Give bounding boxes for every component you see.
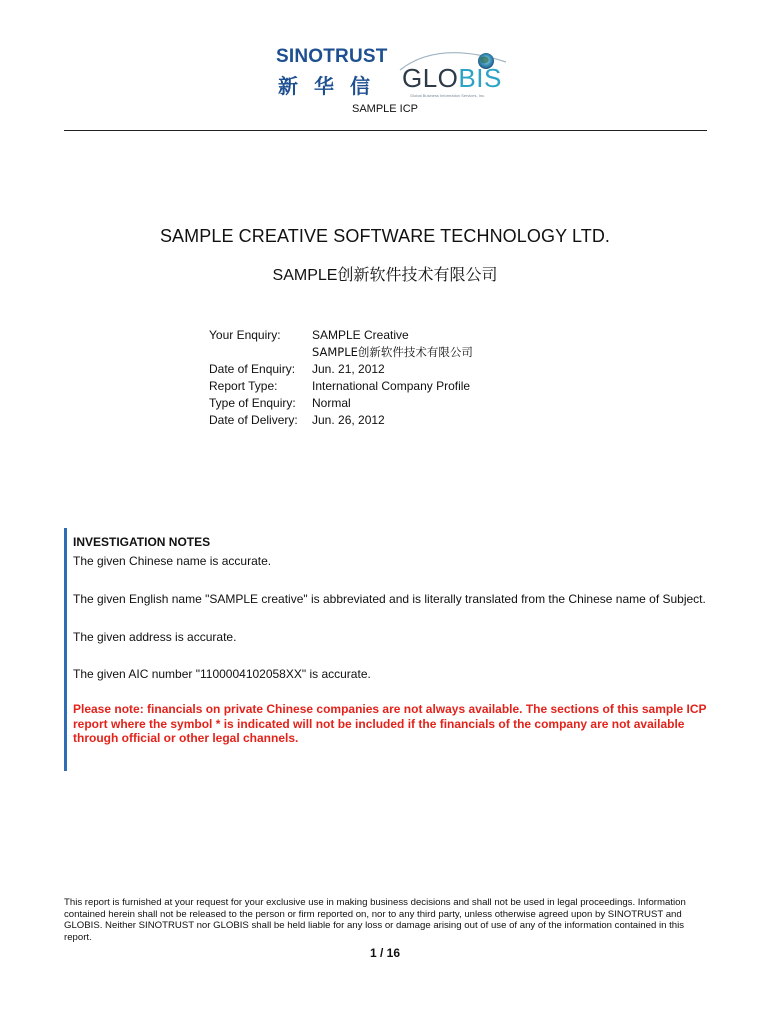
note-paragraph: The given address is accurate. [73, 630, 237, 644]
globis-wordmark: GLOBIS [402, 63, 502, 93]
sinotrust-chinese-name: 新华信 [278, 74, 386, 98]
your-enquiry-label: Your Enquiry: [209, 328, 281, 342]
company-name-english: SAMPLE CREATIVE SOFTWARE TECHNOLOGY LTD. [159, 226, 611, 246]
your-enquiry-value-chinese: SAMPLE创新软件技术有限公司 [312, 345, 473, 359]
date-of-enquiry-value: Jun. 21, 2012 [312, 362, 385, 376]
financials-warning: Please note: financials on private Chinese companies are not always available. The sections of this sample ICP report where the symbol * is indicated will not be included if the financials of the company are not available through official or other legal channels. [73, 702, 707, 745]
enquiry-row [209, 412, 473, 429]
report-label: SAMPLE ICP [351, 103, 419, 115]
type-of-enquiry-value: Normal [312, 396, 351, 410]
sinotrust-name: SINOTRUST [276, 46, 388, 67]
date-of-delivery-label: Date of Delivery: [209, 413, 298, 427]
globis-tagline: Global Business Information Services, Inc. [410, 93, 486, 98]
header-logos [276, 44, 512, 102]
header-divider [64, 130, 707, 131]
globis-logo [398, 44, 512, 102]
note-paragraph: The given English name "SAMPLE creative" is abbreviated and is literally translated from the Chinese name of Subject. [73, 592, 706, 606]
enquiry-details [209, 327, 473, 429]
enquiry-row [209, 344, 473, 361]
your-enquiry-value: SAMPLE Creative [312, 328, 409, 342]
report-type-label: Report Type: [209, 379, 278, 393]
sinotrust-logo [276, 47, 392, 99]
investigation-notes [64, 528, 707, 771]
enquiry-row [209, 327, 473, 344]
enquiry-row [209, 395, 473, 412]
report-type-value: International Company Profile [312, 379, 471, 393]
notes-heading: INVESTIGATION NOTES [73, 535, 211, 549]
note-paragraph: The given Chinese name is accurate. [73, 554, 272, 568]
page-number: 1 / 16 [369, 946, 401, 960]
notes-accent-bar [64, 528, 67, 771]
enquiry-row [209, 361, 473, 378]
note-paragraph: The given AIC number "1100004102058XX" is accurate. [73, 667, 371, 681]
date-of-enquiry-label: Date of Enquiry: [209, 362, 296, 376]
company-name-chinese: SAMPLE创新软件技术有限公司 [272, 267, 498, 284]
type-of-enquiry-label: Type of Enquiry: [209, 396, 296, 410]
spacer [209, 344, 312, 361]
date-of-delivery-value: Jun. 26, 2012 [312, 413, 385, 427]
disclaimer: This report is furnished at your request for your exclusive use in making business decisions and shall not be used in legal proceedings. Information contained herein shall not be released to the person or firm reported on, nor to any third party, unless otherwise agreed upon by SINOTRUST and GLOBIS. Neither SINOTRUST nor GLOBIS shall be held liable for any loss or damage arising out of use of any of the information contained in this report. [64, 897, 686, 943]
enquiry-row [209, 378, 473, 395]
notes-body [73, 535, 707, 746]
